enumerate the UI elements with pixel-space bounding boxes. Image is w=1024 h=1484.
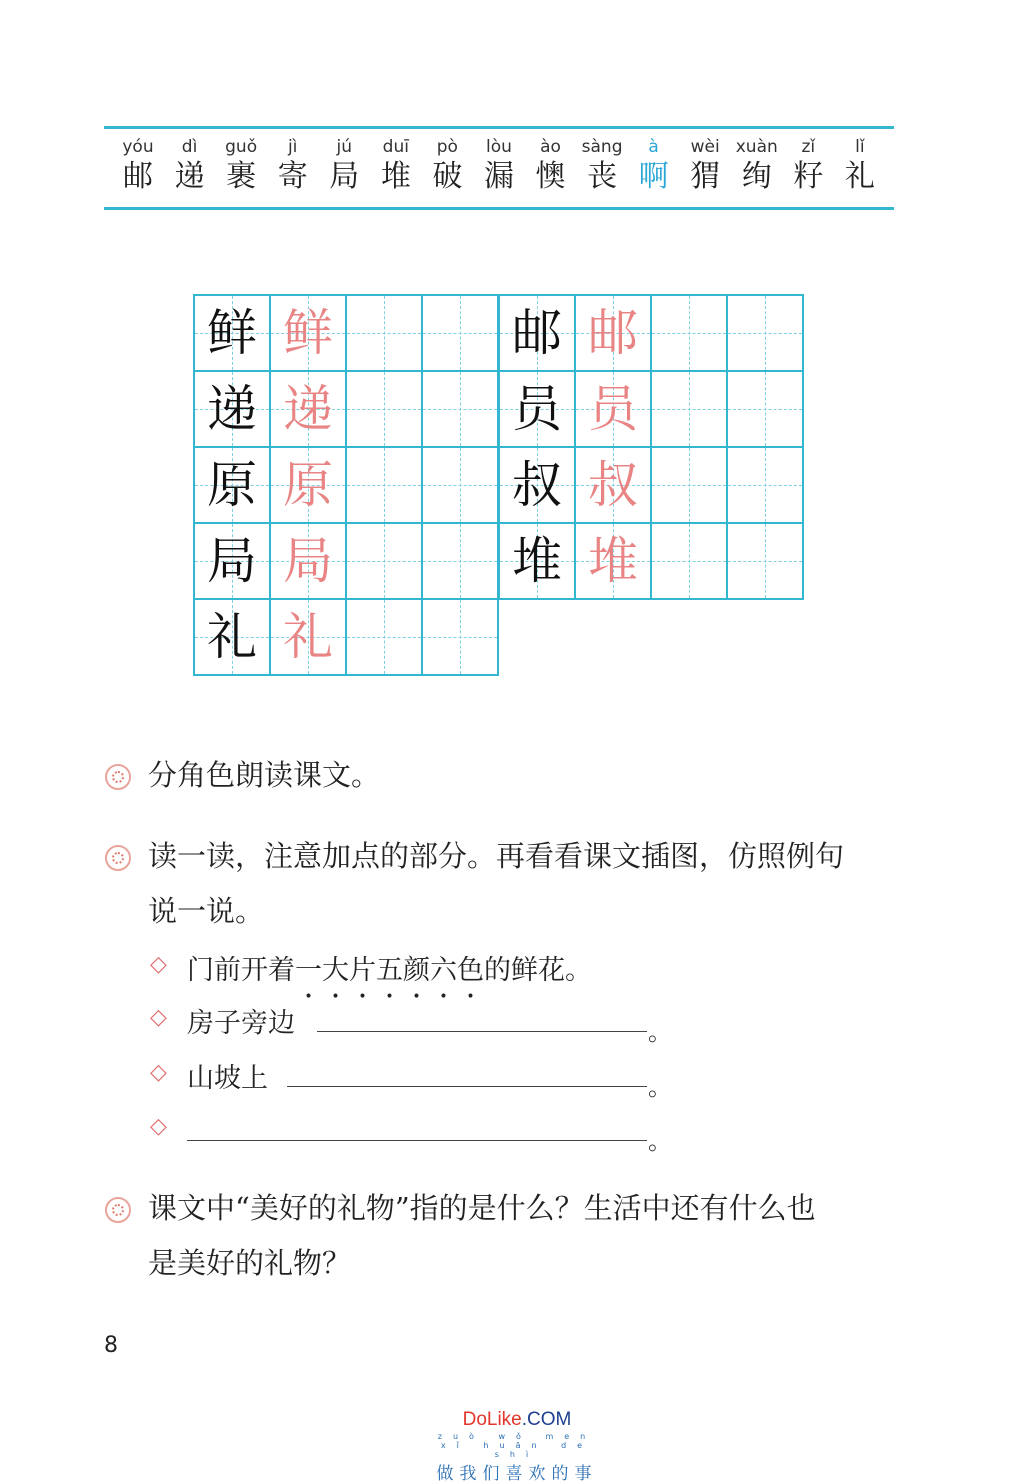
diamond-bullet-icon: ◇ — [150, 952, 167, 977]
vocab-item — [529, 129, 573, 207]
vocab-hanzi: 懊 — [535, 159, 566, 194]
emphasis-dotted-char: 五 — [376, 955, 403, 986]
logo-pinyin: zuò wǒ men xǐ huān de shì — [437, 1432, 597, 1459]
example-tail: 的鲜花。 — [484, 955, 592, 986]
vocab-hanzi: 递 — [174, 159, 205, 194]
trace-char-cell — [271, 372, 347, 448]
practice-cell[interactable] — [423, 448, 499, 524]
vocab-hanzi: 籽 — [793, 159, 824, 194]
trace-char: 原 — [283, 456, 333, 514]
model-char: 邮 — [512, 304, 562, 362]
answer-blank-house-side[interactable] — [317, 1031, 647, 1032]
model-char-cell — [195, 600, 271, 676]
vocab-hanzi: 裹 — [226, 159, 257, 194]
trace-char: 员 — [588, 380, 638, 438]
model-char-cell — [500, 372, 576, 448]
practice-cell[interactable] — [423, 372, 499, 448]
practice-cell[interactable] — [652, 372, 728, 448]
emphasis-dotted-char: 大 — [322, 955, 349, 986]
dolike-logo — [432, 1410, 602, 1484]
logo-slogan: 做我们喜欢的事 — [436, 1464, 598, 1484]
vocab-pinyin: jú — [336, 137, 352, 157]
exercise-3-text-line1: 课文中“美好的礼物”指的是什么？生活中还有什么也 — [148, 1191, 816, 1225]
trace-char-cell — [271, 296, 347, 372]
vocab-item — [168, 129, 212, 207]
trace-char: 堆 — [588, 532, 638, 590]
answer-blank-free[interactable] — [187, 1140, 647, 1141]
model-char: 递 — [207, 380, 257, 438]
practice-cell[interactable] — [423, 600, 499, 676]
practice-cell[interactable] — [728, 372, 804, 448]
model-char-cell — [195, 372, 271, 448]
vocab-item — [116, 129, 160, 207]
model-char-cell — [195, 448, 271, 524]
vocab-item — [580, 129, 624, 207]
model-char-cell — [500, 524, 576, 600]
prompt-house-side: 房子旁边 — [187, 1008, 295, 1039]
emphasis-dotted-char: 片 — [349, 955, 376, 986]
vocab-item — [786, 129, 830, 207]
logo-wordmark: DoLike.COM — [462, 1409, 572, 1430]
practice-cell[interactable] — [347, 296, 423, 372]
vocab-item — [322, 129, 366, 207]
model-char: 局 — [207, 532, 257, 590]
diamond-bullet-icon: ◇ — [150, 1114, 167, 1139]
practice-cell[interactable] — [728, 296, 804, 372]
trace-char-cell — [271, 448, 347, 524]
vocab-pinyin: ào — [540, 137, 561, 157]
vocab-hanzi: 寄 — [277, 159, 308, 194]
vocab-pinyin: zǐ — [801, 137, 816, 157]
trace-char: 邮 — [588, 304, 638, 362]
vocab-item — [374, 129, 418, 207]
example-sentence — [187, 948, 592, 987]
period-mark: 。 — [648, 1127, 672, 1155]
diamond-bullet-icon: ◇ — [150, 1060, 167, 1085]
practice-cell[interactable] — [347, 448, 423, 524]
exercise-1-text: 分角色朗读课文。 — [148, 758, 381, 792]
emphasis-dotted-char: 颜 — [403, 955, 430, 986]
practice-cell[interactable] — [652, 448, 728, 524]
exercise-bullet-icon — [105, 764, 131, 790]
vocab-hanzi: 漏 — [483, 159, 514, 194]
trace-char-cell — [576, 296, 652, 372]
practice-cell[interactable] — [728, 448, 804, 524]
vocab-pinyin: guǒ — [225, 137, 258, 157]
model-char: 鲜 — [207, 304, 257, 362]
trace-char: 礼 — [283, 608, 333, 666]
vocab-pinyin: jì — [287, 137, 298, 157]
model-char-cell — [500, 296, 576, 372]
vocab-hanzi: 啊 — [638, 159, 669, 194]
practice-cell[interactable] — [652, 524, 728, 600]
vocab-pinyin: dì — [181, 137, 198, 157]
vocab-hanzi: 局 — [329, 159, 360, 194]
model-char-cell — [195, 296, 271, 372]
exercise-2-text-line2: 说一说。 — [148, 894, 265, 928]
exercise-2-text-line1: 读一读，注意加点的部分。再看看课文插图，仿照例句 — [148, 839, 845, 873]
model-char: 堆 — [512, 532, 562, 590]
vocab-item — [632, 129, 676, 207]
vocab-hanzi: 猬 — [690, 159, 721, 194]
trace-char: 叔 — [588, 456, 638, 514]
exercise-3-text-line2: 是美好的礼物？ — [148, 1246, 352, 1280]
trace-char: 鲜 — [283, 304, 333, 362]
vocab-pinyin: lǐ — [855, 137, 865, 157]
practice-cell[interactable] — [347, 600, 423, 676]
trace-char-cell — [271, 600, 347, 676]
vocab-item — [219, 129, 263, 207]
emphasis-dotted-char: 六 — [430, 955, 457, 986]
vocab-hanzi: 绚 — [741, 159, 772, 194]
example-dotted-part — [295, 955, 484, 986]
vocab-pinyin: duī — [382, 137, 409, 157]
period-mark: 。 — [648, 1018, 672, 1046]
page-number: 8 — [104, 1333, 118, 1358]
vocab-item — [271, 129, 315, 207]
vocab-item — [683, 129, 727, 207]
model-char: 员 — [512, 380, 562, 438]
model-char: 叔 — [512, 456, 562, 514]
prompt-hillside: 山坡上 — [187, 1063, 268, 1094]
vocab-pinyin: yóu — [122, 137, 154, 157]
trace-char-cell — [576, 448, 652, 524]
vocab-item — [425, 129, 469, 207]
vocab-hanzi: 礼 — [844, 159, 875, 194]
vocab-pinyin: lòu — [485, 137, 512, 157]
vocab-pinyin: xuàn — [735, 137, 778, 157]
vocab-item — [735, 129, 779, 207]
trace-char-cell — [271, 524, 347, 600]
writing-grid-right — [498, 294, 804, 600]
practice-cell[interactable] — [423, 524, 499, 600]
exercise-bullet-icon — [105, 845, 131, 871]
trace-char: 局 — [283, 532, 333, 590]
emphasis-dotted-char: 一 — [295, 955, 322, 986]
practice-cell[interactable] — [728, 524, 804, 600]
period-mark: 。 — [648, 1073, 672, 1101]
writing-grid-left — [193, 294, 499, 676]
model-char-cell — [500, 448, 576, 524]
emphasis-dotted-char: 色 — [457, 955, 484, 986]
diamond-bullet-icon: ◇ — [150, 1005, 167, 1030]
vocab-pinyin: sàng — [581, 137, 623, 157]
vocab-hanzi: 破 — [432, 159, 463, 194]
practice-cell[interactable] — [347, 524, 423, 600]
practice-cell[interactable] — [652, 296, 728, 372]
vocab-hanzi: 堆 — [380, 159, 411, 194]
vocab-hanzi: 丧 — [587, 159, 618, 194]
example-plain: 门前开着 — [187, 955, 295, 986]
vocab-item — [477, 129, 521, 207]
trace-char: 递 — [283, 380, 333, 438]
exercise-bullet-icon — [105, 1197, 131, 1223]
practice-cell[interactable] — [423, 296, 499, 372]
vocab-item — [838, 129, 882, 207]
practice-cell[interactable] — [347, 372, 423, 448]
vocabulary-strip — [104, 126, 894, 210]
model-char-cell — [195, 524, 271, 600]
answer-blank-hillside[interactable] — [287, 1086, 647, 1087]
model-char: 礼 — [207, 608, 257, 666]
vocab-pinyin: wèi — [690, 137, 720, 157]
model-char: 原 — [207, 456, 257, 514]
trace-char-cell — [576, 372, 652, 448]
vocab-pinyin: pò — [436, 137, 458, 157]
vocab-hanzi: 邮 — [123, 159, 153, 194]
trace-char-cell — [576, 524, 652, 600]
vocab-pinyin: à — [648, 137, 659, 157]
